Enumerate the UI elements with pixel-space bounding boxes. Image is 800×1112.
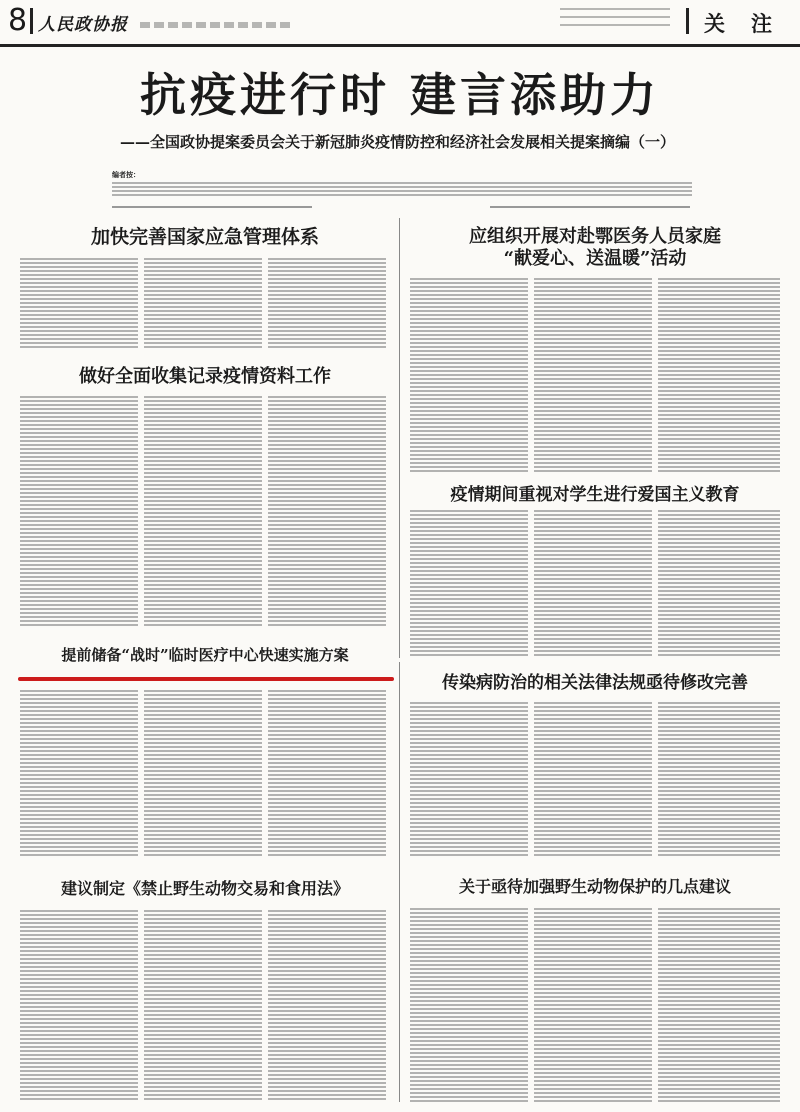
editor-note-text: [112, 182, 692, 198]
page-headline: 抗疫进行时 建言添助力: [139, 68, 660, 122]
article-body: [268, 396, 386, 628]
editor-note-label: 编者按：: [112, 170, 140, 179]
article-body: [410, 702, 528, 858]
masthead-divider: [30, 8, 33, 34]
article-body: [534, 702, 652, 858]
article-body: [20, 910, 138, 1102]
article-body: [658, 510, 780, 656]
article-title: 应组织开展对赴鄂医务人员家庭: [469, 226, 721, 247]
article-body: [268, 910, 386, 1102]
article-body: [144, 690, 262, 858]
lead-rule-right: [490, 206, 690, 208]
article-body: [658, 702, 780, 858]
paper-name: 人民政协报: [38, 15, 128, 35]
article-title: 关于亟待加强野生动物保护的几点建议: [458, 877, 731, 896]
article-body: [410, 908, 528, 1102]
page-subheadline: ——全国政协提案委员会关于新冠肺炎疫情防控和经济社会发展相关提案摘编（一）: [120, 133, 676, 151]
section-divider: [686, 8, 689, 34]
article-body: [658, 278, 780, 474]
article-body: [534, 510, 652, 656]
page-number: 8: [8, 3, 28, 38]
article-body: [410, 510, 528, 656]
article-body: [410, 278, 528, 474]
article-body: [534, 278, 652, 474]
article-body: [268, 258, 386, 350]
highlight-underline: [18, 677, 394, 681]
column-divider: [399, 662, 400, 1102]
editor-credits: [140, 22, 290, 28]
section-title: 关注: [704, 11, 798, 36]
article-body: [20, 396, 138, 628]
article-body: [534, 908, 652, 1102]
article-body: [144, 910, 262, 1102]
lead-rule-left: [112, 206, 312, 208]
contact-info: [560, 8, 670, 32]
article-body: [20, 258, 138, 350]
article-body: [144, 396, 262, 628]
article-title: 疫情期间重视对学生进行爱国主义教育: [450, 485, 740, 505]
article-title: 提前储备“战时”临时医疗中心快速实施方案: [61, 646, 349, 664]
column-divider: [399, 218, 400, 658]
article-title: 做好全面收集记录疫情资料工作: [79, 366, 331, 387]
article-title: 建议制定《禁止野生动物交易和食用法》: [60, 879, 349, 898]
byline: [20, 247, 390, 251]
article-body: [20, 690, 138, 858]
article-title: 加快完善国家应急管理体系: [90, 226, 319, 248]
article-body: [144, 258, 262, 350]
article-title: “献爱心、送温暖”活动: [503, 248, 687, 269]
article-body: [658, 908, 780, 1102]
article-title: 传染病防治的相关法律法规亟待修改完善: [442, 673, 748, 693]
article-body: [268, 690, 386, 858]
